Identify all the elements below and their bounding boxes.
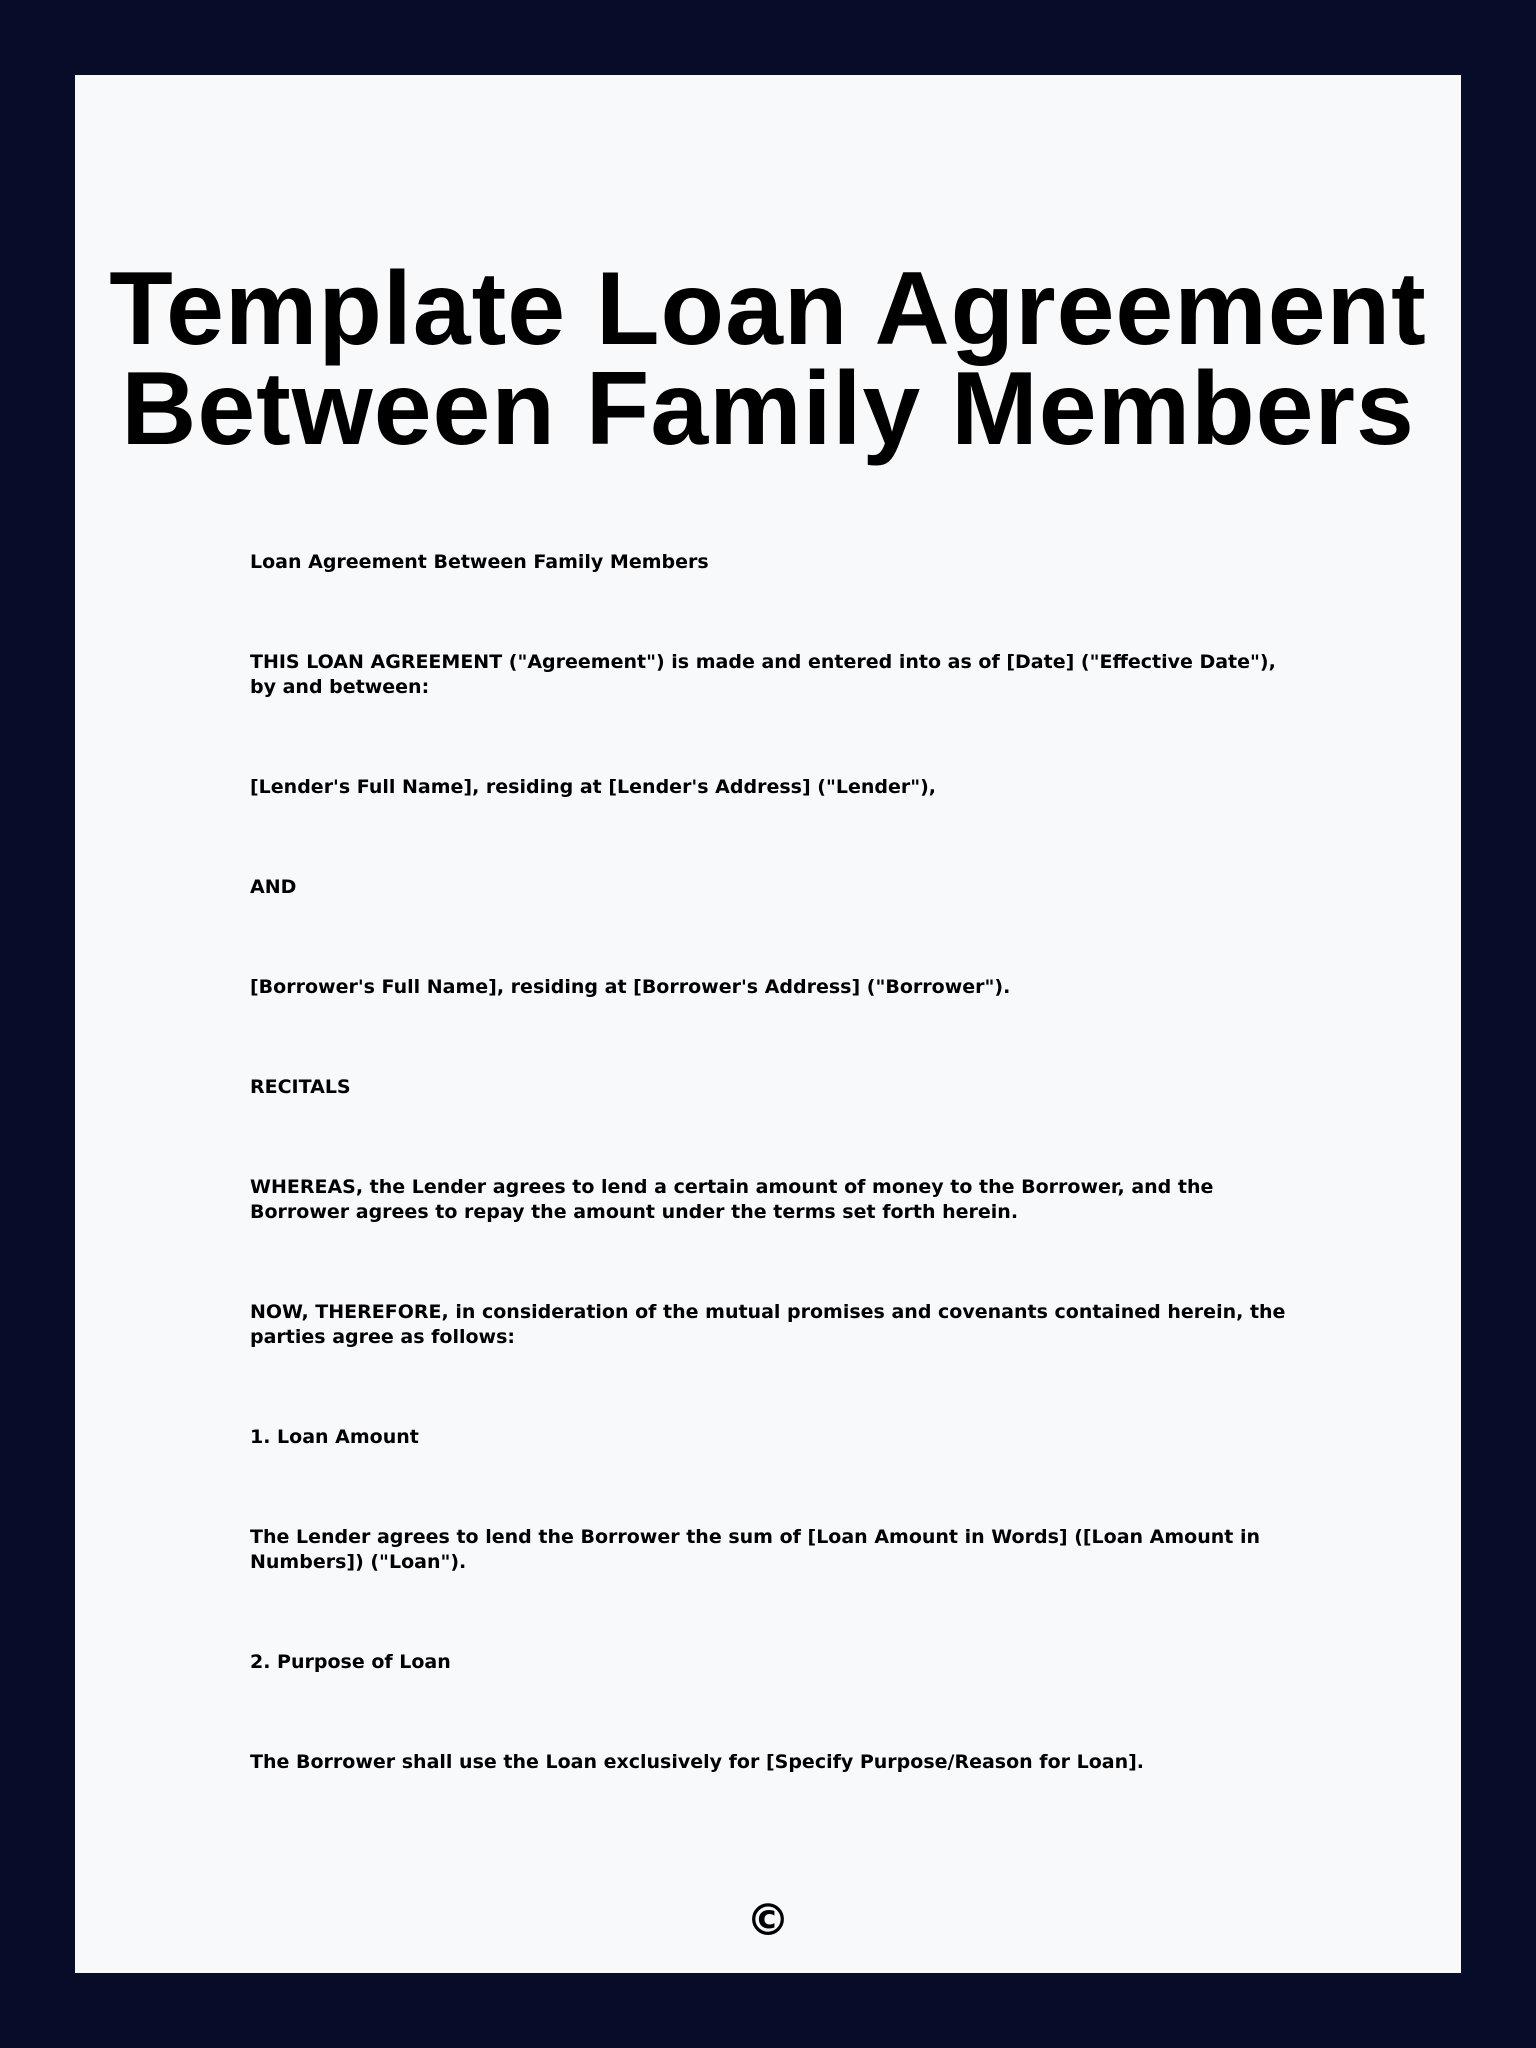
document-title-line-2: Between Family Members [121,351,1415,467]
document-title-line-1: Template Loan Agreement [109,251,1427,367]
lender-party-paragraph: [Lender's Full Name], residing at [Lender's Address] ("Lender"), [250,776,937,798]
copyright-icon: © [746,1895,790,1946]
recitals-heading: RECITALS [250,1076,351,1098]
whereas-paragraph: WHEREAS, the Lender agrees to lend a certain amount of money to the Borrower, and the Borrower agrees to repay the amount under the terms set forth herein. [250,1176,1214,1223]
and-separator: AND [250,876,297,898]
section-2-heading: 2. Purpose of Loan [250,1651,451,1673]
now-therefore-paragraph: NOW, THEREFORE, in consideration of the mutual promises and covenants contained herein, the parties agree as follows: [250,1301,1286,1348]
section-1-paragraph: The Lender agrees to lend the Borrower the sum of [Loan Amount in Words] ([Loan Amount in Numbers]) ("Loan"). [250,1526,1261,1573]
agreement-intro-paragraph: THIS LOAN AGREEMENT ("Agreement") is made and entered into as of [Date] ("Effective Date"), by and between: [250,651,1276,698]
borrower-party-paragraph: [Borrower's Full Name], residing at [Borrower's Address] ("Borrower"). [250,976,1011,998]
section-2-paragraph: The Borrower shall use the Loan exclusively for [Specify Purpose/Reason for Loan]. [250,1751,1145,1773]
document-heading: Loan Agreement Between Family Members [250,551,709,573]
document-title [75,251,1461,467]
document-page [75,75,1461,1973]
section-1-heading: 1. Loan Amount [250,1426,419,1448]
